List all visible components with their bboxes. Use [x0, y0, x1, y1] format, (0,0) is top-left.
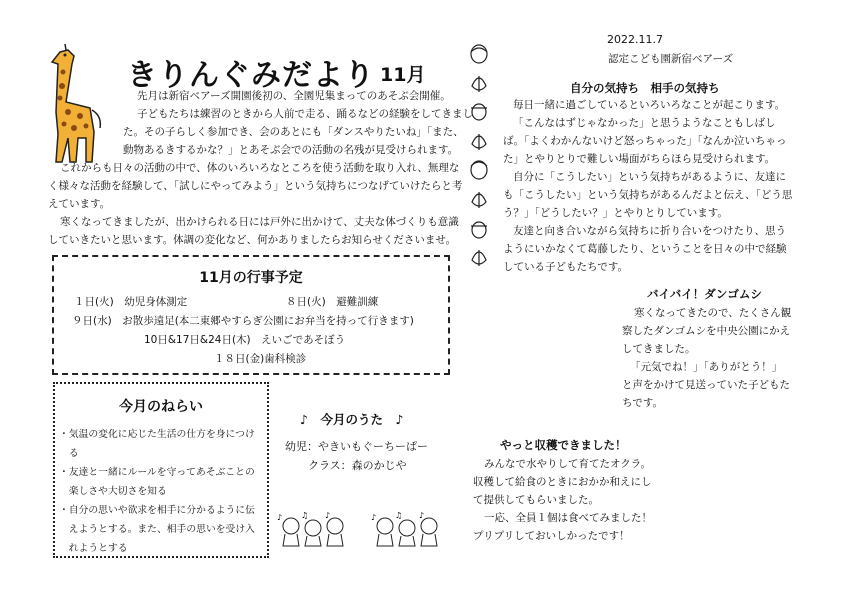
feelings-line: う？」「どうしたい？」とやりとりしています。 — [503, 207, 728, 219]
feelings-line: している子どもたちです。 — [503, 261, 629, 273]
intro-line: これからも日々の活動の中で、体のいろいろなところを使う活動を取り入れ、無理な — [60, 162, 460, 174]
svg-text:♫: ♫ — [301, 512, 309, 520]
dangomushi-title: バイバイ！ダンゴムシ — [647, 287, 762, 301]
svg-text:♪: ♪ — [325, 512, 331, 520]
feelings-line: も「こうしたい」という気持ちがあるんだよと伝え、「どう思 — [503, 189, 793, 201]
intro-line: 動物あるきするかな？」とあそぶ会での活動の名残が見受けられます。 — [123, 144, 459, 156]
intro-line: 寒くなってきましたが、出かけられる日には戸外に出かけて、丈夫な体づくりも意識 — [60, 216, 459, 228]
intro-line: た。その子らしく参加でき、会のあとにも「ダンスやりたいね」「また、 — [123, 126, 464, 138]
issue-date: 2022.11.7 — [607, 33, 663, 46]
monthly-aims-box — [53, 382, 269, 558]
feelings-line: 毎日一緒に過ごしているといろいろなことが起こります。 — [513, 99, 786, 111]
harvest-line: 一応、全員１個は食べてみました！ — [484, 512, 652, 524]
giraffe-illustration — [38, 42, 108, 167]
events-title: 11月の行事予定 — [199, 270, 303, 286]
event-item: ８日(火) 避難訓練 — [286, 296, 379, 308]
aim-line: る — [59, 448, 79, 459]
aim-line: えようとする。また、相手の思いを受け入 — [59, 524, 255, 535]
aims-title: 今月のねらい — [119, 399, 203, 415]
feelings-line: 友達と向き合いながら気持ちに折り合いをつけたり、思う — [513, 225, 786, 237]
dangomushi-line: 「元気でね！」「ありがとう！」 — [630, 361, 783, 373]
feelings-line: ようにいかなくて葛藤したり、ということを日々の中で経験 — [503, 243, 787, 255]
dangomushi-line: 察したダンゴムシを中央公園にかえ — [622, 325, 791, 337]
aim-line: ・友達と一緒にルールを守ってあそぶことの — [59, 467, 255, 478]
feelings-line: た」とやりとりで難しい場面がちらほら見受けられます。 — [503, 153, 776, 165]
svg-text:♪: ♪ — [277, 513, 283, 522]
harvest-line: て提供してもらいました。 — [473, 494, 599, 506]
event-item: １８日(金)歯科検診 — [214, 353, 307, 365]
dangomushi-line: ちです。 — [622, 397, 664, 409]
feelings-line: 「こんなはずじゃなかった」と思うようなこともしばし — [513, 117, 776, 129]
aim-line: ・気温の変化に応じた生活の仕方を身につけ — [59, 429, 255, 440]
dangomushi-line: 寒くなってきたので、たくさん観 — [634, 307, 792, 319]
aim-line: れようとする — [59, 543, 128, 554]
song-title: ♪ 今月のうた ♪ — [300, 412, 404, 427]
harvest-line: プリプリしておいしかったです！ — [473, 530, 630, 542]
feelings-line: 自分に「こうしたい」という気持ちがあるように、友達に — [513, 171, 786, 183]
svg-text:♪: ♪ — [371, 513, 377, 522]
intro-line: く様々な活動を経験して、「試しにやってみよう」という気持ちにつなげていけたらと考 — [48, 180, 463, 192]
dangomushi-line: と声をかけて見送っていた子どもた — [622, 379, 790, 391]
harvest-title: やっと収穫できました！ — [500, 438, 627, 452]
newsletter-title: きりんぐみだより — [127, 58, 375, 93]
dangomushi-line: してきました。 — [622, 343, 696, 355]
intro-line: えています。 — [48, 198, 111, 210]
song-line: クラス：森のかじや — [308, 459, 407, 472]
newsletter-month: 11月 — [380, 64, 426, 86]
events-schedule-box — [52, 255, 450, 375]
intro-line: していきたいと思います。体調の変化など、何かありましたらお知らせくださいませ。 — [48, 234, 457, 246]
singing-children-illustration — [273, 512, 453, 548]
intro-line: 子どもたちは練習のときから人前で走る、踊るなどの経験をしてきまし — [137, 108, 473, 120]
harvest-line: みんなで水やりして育てたオクラ。 — [484, 458, 651, 470]
aim-line: 楽しさや大切さを知る — [59, 486, 167, 497]
feelings-line: ば。「よくわかんないけど怒っちゃった」「なんか泣いちゃっ — [503, 135, 787, 147]
organization-name: 認定こども園新宿ベアーズ — [608, 53, 734, 65]
svg-text:♪: ♪ — [419, 512, 425, 520]
acorn-leaf-border-decoration — [466, 42, 492, 274]
svg-text:♫: ♫ — [395, 512, 403, 520]
intro-line: 先月は新宿ベアーズ開園後初の、全園児集まってのあそぶ会開催。 — [137, 90, 451, 102]
feelings-title: 自分の気持ち 相手の気持ち — [570, 81, 720, 95]
event-item: 10日&17日&24日(木) えいごであそぼう — [144, 334, 346, 346]
harvest-line: 収穫して給食のときにおかか和えにし — [473, 476, 652, 488]
aim-line: ・自分の思いや欲求を相手に分かるように伝 — [59, 505, 255, 516]
song-line: 幼児：やきいもぐーちーぱー — [285, 440, 428, 453]
event-item: １日(火) 幼児身体測定 — [74, 296, 188, 308]
event-item: ９日(水) お散歩遠足(本二東郷やすらぎ公園にお弁当を持って行きます) — [72, 315, 414, 327]
